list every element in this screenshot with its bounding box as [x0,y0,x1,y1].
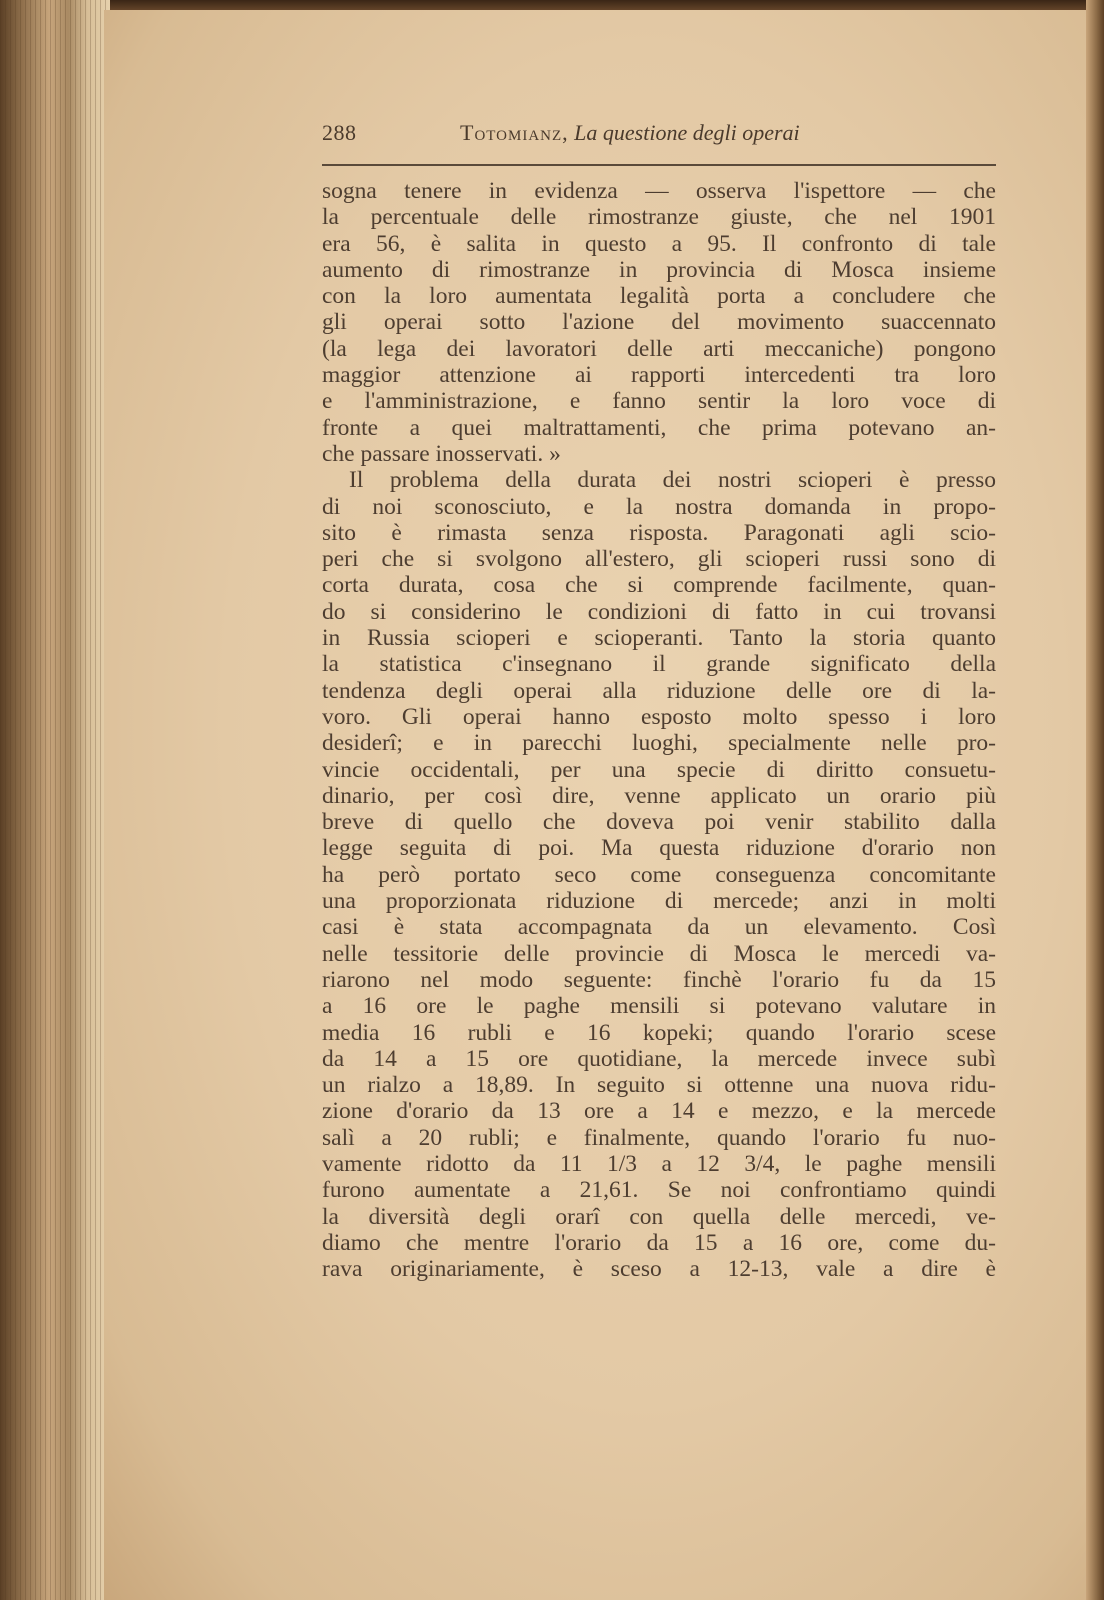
text-line: desiderî; e in parecchi luoghi, specialmente nelle pro- [322,730,996,757]
text-line: media 16 rubli e 16 kopeki; quando l'orario scese [322,1019,996,1046]
text-line: da 14 a 15 ore quotidiane, la mercede invece subì [322,1045,996,1072]
text-line: vincie occidentali, per una specie di diritto consuetu- [322,756,996,783]
text-line: dinario, per così dire, venne applicato un orario più [322,782,996,809]
body-text [322,178,996,1282]
text-line: di noi sconosciuto, e la nostra domanda in propo- [322,493,996,520]
text-line: riarono nel modo seguente: finchè l'orario fu da 15 [322,966,996,993]
text-line: e l'amministrazione, e fanno sentir la loro voce di [322,388,996,415]
text-line: a 16 ore le paghe mensili si potevano valutare in [322,993,996,1020]
text-line: vamente ridotto da 11 1/3 a 12 3/4, le paghe mensili [322,1150,996,1177]
text-line: nelle tessitorie delle provincie di Mosca le mercedi va- [322,940,996,967]
running-title-work: La questione degli operai [574,120,800,145]
text-line: fronte a quei maltrattamenti, che prima potevano an- [322,414,996,441]
text-line: do si considerino le condizioni di fatto in cui trovansi [322,598,996,625]
running-header [322,120,994,150]
text-line: sogna tenere in evidenza — osserva l'ispettore — che [322,178,996,204]
text-line: diamo che mentre l'orario da 15 a 16 ore, come du- [322,1229,996,1256]
text-line: ha però portato seco come conseguenza concomitante [322,861,996,888]
book-spine-edge [0,0,110,1600]
text-line: la diversità degli orarî con quella delle mercedi, ve- [322,1203,996,1230]
text-line: aumento di rimostranze in provincia di Mosca insieme [322,256,996,283]
text-line: (la lega dei lavoratori delle arti meccaniche) pongono [322,335,996,362]
text-line: tendenza degli operai alla riduzione delle ore di la- [322,677,996,704]
text-line: rava originariamente, è sceso a 12-13, vale a dire è [322,1256,996,1283]
running-title [460,120,800,146]
text-line: salì a 20 rubli; e finalmente, quando l'orario fu nuo- [322,1124,996,1151]
book-right-edge [1086,0,1104,1600]
text-line: breve di quello che doveva poi venir stabilito dalla [322,809,996,836]
header-rule [322,164,996,166]
text-line: la statistica c'insegnano il grande significato della [322,651,996,678]
text-line: maggior attenzione ai rapporti intercedenti tra loro [322,362,996,389]
text-line: in Russia scioperi e scioperanti. Tanto la storia quanto [322,625,996,652]
text-line: sito è rimasta senza risposta. Paragonati agli scio- [322,519,996,546]
text-line: gli operai sotto l'azione del movimento suaccennato [322,309,996,336]
running-title-author: Totomianz, [460,120,569,145]
text-line: corta durata, cosa che si comprende facilmente, quan- [322,572,996,599]
page-number: 288 [322,120,357,145]
text-line: un rialzo a 18,89. In seguito si ottenne una nuova ridu- [322,1072,996,1099]
text-line: era 56, è salita in questo a 95. Il confronto di tale [322,230,996,257]
text-line: peri che si svolgono all'estero, gli scioperi russi sono di [322,546,996,573]
text-line: legge seguita di poi. Ma questa riduzione d'orario non [322,835,996,862]
text-line: Il problema della durata dei nostri scioperi è presso [349,467,996,494]
text-line: casi è stata accompagnata da un elevamento. Così [322,914,996,941]
text-line: una proporzionata riduzione di mercede; anzi in molti [322,888,996,915]
text-line: la percentuale delle rimostranze giuste, che nel 1901 [322,204,996,231]
text-line: voro. Gli operai hanno esposto molto spesso i loro [322,703,996,730]
text-line: con la loro aumentata legalità porta a concludere che [322,283,996,310]
text-line: furono aumentate a 21,61. Se noi confrontiamo quindi [322,1177,996,1204]
text-line: che passare inosservati. » [322,440,561,467]
text-line: zione d'orario da 13 ore a 14 e mezzo, e la mercede [322,1098,996,1125]
